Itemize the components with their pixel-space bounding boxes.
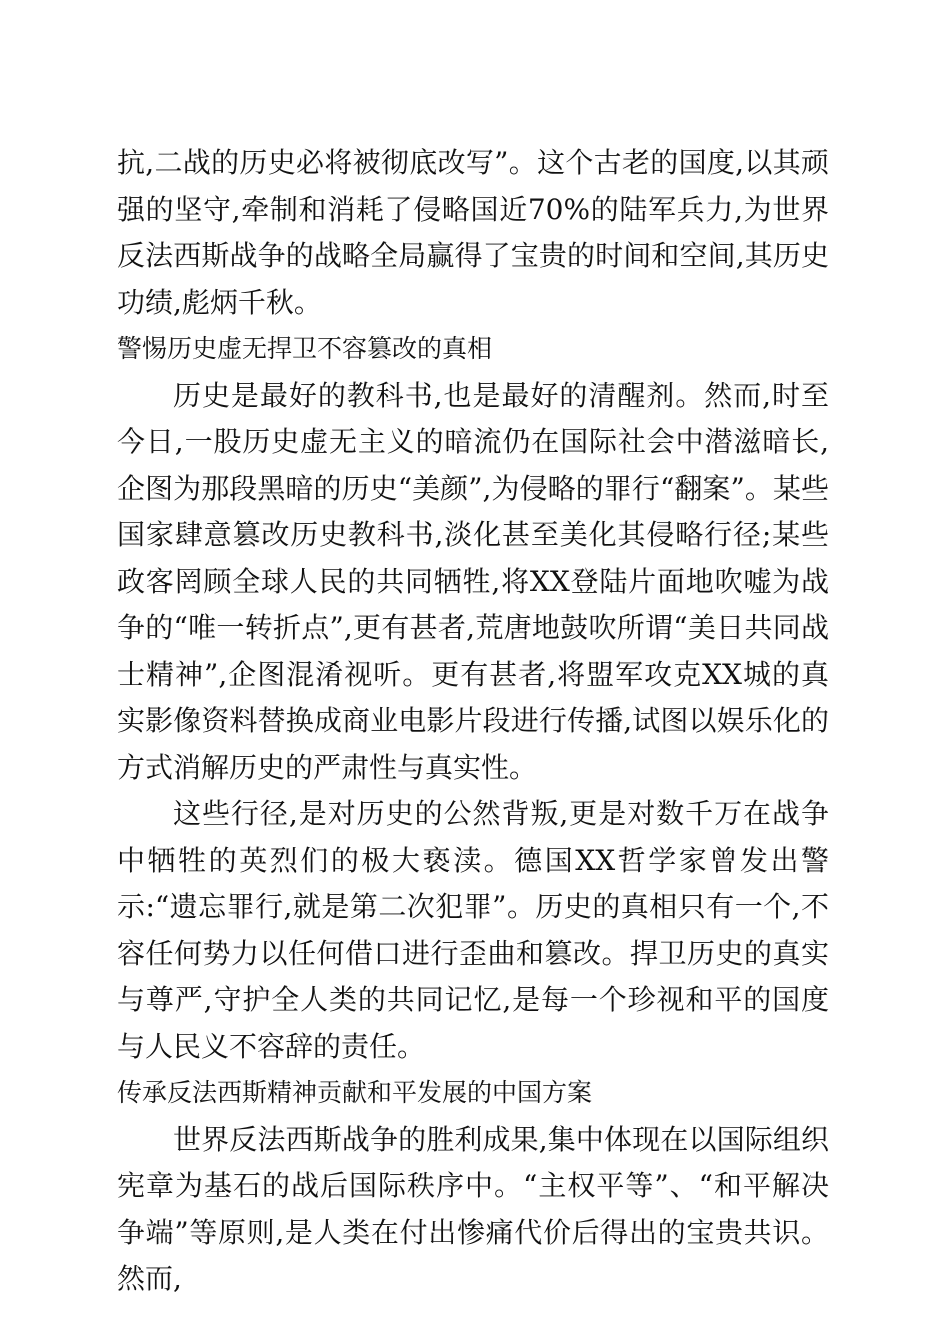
section-heading: 警惕历史虚无捍卫不容篡改的真相 (117, 334, 493, 363)
paragraph: 这些行径,是对历史的公然背叛,更是对数千万在战争中牺牲的英烈们的极大亵渎。德国XX哲学家曾发出警示:“遗忘罪行,就是第二次犯罪”。历史的真相只有一个,不容任何势力以任何借口进行歪曲和篡改。捍卫历史的真实与尊严,守护全人类的共同记忆,是每一个珍视和平的国度与人民义不容辞的责任。 (117, 797, 829, 1063)
document-body (117, 140, 829, 1303)
paragraph: 世界反法西斯战争的胜利成果,集中体现在以国际组织宪章为基石的战后国际秩序中。“主权平等”、“和平解决争端”等原则,是人类在付出惨痛代价后得出的宝贵共识。然而, (117, 1122, 829, 1295)
paragraph-continuation: 抗,二战的历史必将被彻底改写”。这个古老的国度,以其顽强的坚守,牵制和消耗了侵略国近70%的陆军兵力,为世界反法西斯战争的战略全局赢得了宝贵的时间和空间,其历史功绩,彪炳千秋。 (117, 146, 829, 319)
paragraph: 历史是最好的教科书,也是最好的清醒剂。然而,时至今日,一股历史虚无主义的暗流仍在国际社会中潜滋暗长,企图为那段黑暗的历史“美颜”,为侵略的罪行“翻案”。某些国家肆意篡改历史教科书,淡化甚至美化其侵略行径;某些政客罔顾全球人民的共同牺牲,将XX登陆片面地吹嘘为战争的“唯一转折点”,更有甚者,荒唐地鼓吹所谓“美日共同战士精神”,企图混淆视听。更有甚者,将盟军攻克XX城的真实影像资料替换成商业电影片段进行传播,试图以娱乐化的方式消解历史的严肃性与真实性。 (117, 378, 829, 784)
section-heading: 传承反法西斯精神贡献和平发展的中国方案 (117, 1078, 593, 1107)
